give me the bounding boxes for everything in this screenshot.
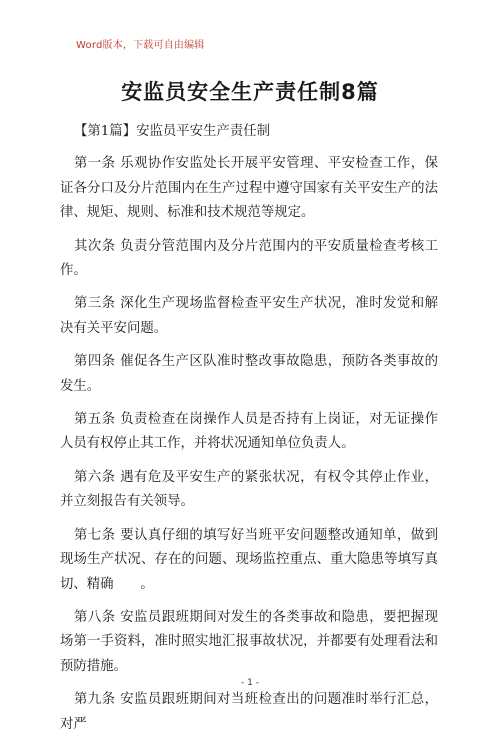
article-paragraph: 第三条 深化生产现场监督检查平安生产状况，准时发觉和解决有关平安问题。 [60, 296, 438, 336]
article-paragraph: 第四条 催促各生产区队准时整改事故隐患，预防各类事故的发生。 [60, 354, 438, 394]
article-paragraph: 第八条 安监员跟班期间对发生的各类事故和隐患，要把握现场第一手资料，准时照实地汇报事故状况，并都要有处理看法和预防措施。 [60, 609, 438, 674]
article-paragraph: 第七条 要认真仔细的填写好当班平安问题整改通知单，做到现场生产状况、存在的问题、现场监控重点、重大隐患等填写真切、精确 。 [60, 527, 438, 592]
page-number: - 1 - [241, 678, 259, 688]
article-paragraph: 第九条 安监员跟班期间对当班检查出的问题准时举行汇总，对严 [60, 692, 438, 732]
article-paragraph: 第五条 负责检查在岗操作人员是否持有上岗证，对无证操作人员有权停止其工作，并将状况通知单位负责人。 [60, 412, 438, 452]
article-paragraph: 第一条 乐观协作安监处长开展平安管理、平安检查工作，保证各分口及分片范围内在生产过程中遵守国家有关平安生产的法律、规矩、规则、标准和技术规范等规定。 [60, 156, 438, 221]
document-title: 安监员安全生产责任制8篇 [121, 80, 379, 104]
article-paragraph: 第六条 遇有危及平安生产的紧张状况，有权令其停止作业，并立刻报告有关领导。 [60, 469, 438, 510]
document-body [60, 120, 438, 746]
watermark-text: Word版本，下载可自由编辑 [76, 40, 205, 51]
article-paragraph: 其次条 负责分管范围内及分片范围内的平安质量检查考核工作。 [60, 238, 438, 279]
section-heading: 【第1篇】安监员平安生产责任制 [74, 124, 270, 139]
